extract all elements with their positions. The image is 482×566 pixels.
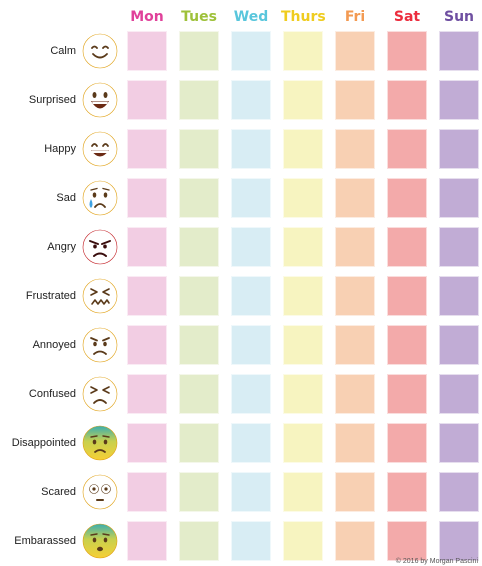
day-header-sun: Sun [443,9,475,25]
mood-cell-embarassed-wed[interactable] [231,521,271,561]
mood-cell-frustrated-tues[interactable] [179,276,219,316]
emotion-label-calm: Calm [50,45,76,57]
frustrated-face-icon [82,278,118,314]
angry-face-icon [82,229,118,265]
mood-cell-happy-tues[interactable] [179,129,219,169]
mood-cell-happy-sat[interactable] [387,129,427,169]
mood-cell-sad-sat[interactable] [387,178,427,218]
day-header-fri: Fri [344,9,366,25]
mood-cell-scared-wed[interactable] [231,472,271,512]
mood-cell-angry-mon[interactable] [127,227,167,267]
mood-cell-confused-fri[interactable] [335,374,375,414]
mood-cell-embarassed-sun[interactable] [439,521,479,561]
mood-cell-frustrated-sun[interactable] [439,276,479,316]
mood-cell-annoyed-thurs[interactable] [283,325,323,365]
mood-cell-frustrated-wed[interactable] [231,276,271,316]
mood-cell-frustrated-fri[interactable] [335,276,375,316]
mood-cell-disappointed-fri[interactable] [335,423,375,463]
mood-cell-disappointed-sun[interactable] [439,423,479,463]
mood-cell-sad-mon[interactable] [127,178,167,218]
mood-cell-happy-thurs[interactable] [283,129,323,169]
day-header-tues: Tues [181,9,217,25]
mood-cell-embarassed-mon[interactable] [127,521,167,561]
mood-cell-annoyed-sat[interactable] [387,325,427,365]
mood-cell-embarassed-sat[interactable] [387,521,427,561]
mood-cell-annoyed-fri[interactable] [335,325,375,365]
mood-cell-scared-thurs[interactable] [283,472,323,512]
mood-cell-calm-thurs[interactable] [283,31,323,71]
happy-face-icon [82,131,118,167]
emotion-label-annoyed: Annoyed [32,339,76,351]
mood-cell-angry-tues[interactable] [179,227,219,267]
mood-cell-disappointed-sat[interactable] [387,423,427,463]
emotion-label-happy: Happy [44,143,76,155]
mood-cell-disappointed-wed[interactable] [231,423,271,463]
mood-cell-happy-sun[interactable] [439,129,479,169]
mood-cell-confused-sat[interactable] [387,374,427,414]
mood-cell-surprised-mon[interactable] [127,80,167,120]
mood-cell-confused-mon[interactable] [127,374,167,414]
emotion-label-surprised: Surprised [28,94,76,106]
mood-cell-calm-tues[interactable] [179,31,219,71]
mood-cell-frustrated-mon[interactable] [127,276,167,316]
mood-cell-angry-fri[interactable] [335,227,375,267]
mood-cell-embarassed-fri[interactable] [335,521,375,561]
mood-cell-angry-sun[interactable] [439,227,479,267]
annoyed-face-icon [82,327,118,363]
emotion-label-confused: Confused [28,388,76,400]
mood-cell-confused-sun[interactable] [439,374,479,414]
day-header-sat: Sat [393,9,421,25]
mood-cell-sad-fri[interactable] [335,178,375,218]
mood-cell-annoyed-sun[interactable] [439,325,479,365]
mood-cell-calm-wed[interactable] [231,31,271,71]
mood-cell-angry-thurs[interactable] [283,227,323,267]
mood-cell-scared-fri[interactable] [335,472,375,512]
emotion-label-scared: Scared [41,486,76,498]
mood-cell-annoyed-mon[interactable] [127,325,167,365]
mood-cell-embarassed-tues[interactable] [179,521,219,561]
mood-cell-disappointed-thurs[interactable] [283,423,323,463]
calm-face-icon [82,33,118,69]
mood-cell-calm-sat[interactable] [387,31,427,71]
mood-cell-scared-sun[interactable] [439,472,479,512]
mood-cell-frustrated-thurs[interactable] [283,276,323,316]
mood-cell-scared-tues[interactable] [179,472,219,512]
sad-face-icon [82,180,118,216]
mood-cell-confused-thurs[interactable] [283,374,323,414]
mood-cell-surprised-wed[interactable] [231,80,271,120]
surprised-face-icon [82,82,118,118]
emotion-label-embarassed: Embarassed [14,535,76,547]
mood-cell-calm-fri[interactable] [335,31,375,71]
mood-cell-frustrated-sat[interactable] [387,276,427,316]
day-header-mon: Mon [130,9,164,25]
emotion-label-frustrated: Frustrated [25,290,76,302]
mood-cell-annoyed-tues[interactable] [179,325,219,365]
mood-cell-surprised-tues[interactable] [179,80,219,120]
mood-cell-embarassed-thurs[interactable] [283,521,323,561]
confused-face-icon [82,376,118,412]
emotion-label-sad: Sad [56,192,76,204]
copyright-credit: © 2016 by Morgan Pascini [395,558,478,565]
mood-cell-happy-mon[interactable] [127,129,167,169]
emotion-label-angry: Angry [47,241,76,253]
scared-face-icon [82,474,118,510]
mood-cell-calm-sun[interactable] [439,31,479,71]
disappointed-face-icon [82,425,118,461]
mood-cell-sad-sun[interactable] [439,178,479,218]
mood-cell-calm-mon[interactable] [127,31,167,71]
mood-cell-confused-wed[interactable] [231,374,271,414]
mood-cell-annoyed-wed[interactable] [231,325,271,365]
mood-cell-surprised-fri[interactable] [335,80,375,120]
mood-cell-surprised-sun[interactable] [439,80,479,120]
mood-cell-disappointed-tues[interactable] [179,423,219,463]
mood-cell-happy-wed[interactable] [231,129,271,169]
mood-cell-surprised-sat[interactable] [387,80,427,120]
mood-cell-sad-tues[interactable] [179,178,219,218]
mood-cell-sad-wed[interactable] [231,178,271,218]
embarassed-face-icon [82,523,118,559]
mood-cell-happy-fri[interactable] [335,129,375,169]
mood-cell-sad-thurs[interactable] [283,178,323,218]
mood-cell-angry-wed[interactable] [231,227,271,267]
mood-cell-scared-mon[interactable] [127,472,167,512]
mood-cell-confused-tues[interactable] [179,374,219,414]
mood-cell-angry-sat[interactable] [387,227,427,267]
mood-cell-surprised-thurs[interactable] [283,80,323,120]
day-header-wed: Wed [233,9,269,25]
day-header-thurs: Thurs [281,9,326,25]
mood-cell-scared-sat[interactable] [387,472,427,512]
emotion-label-disappointed: Disappointed [11,437,76,449]
mood-cell-disappointed-mon[interactable] [127,423,167,463]
